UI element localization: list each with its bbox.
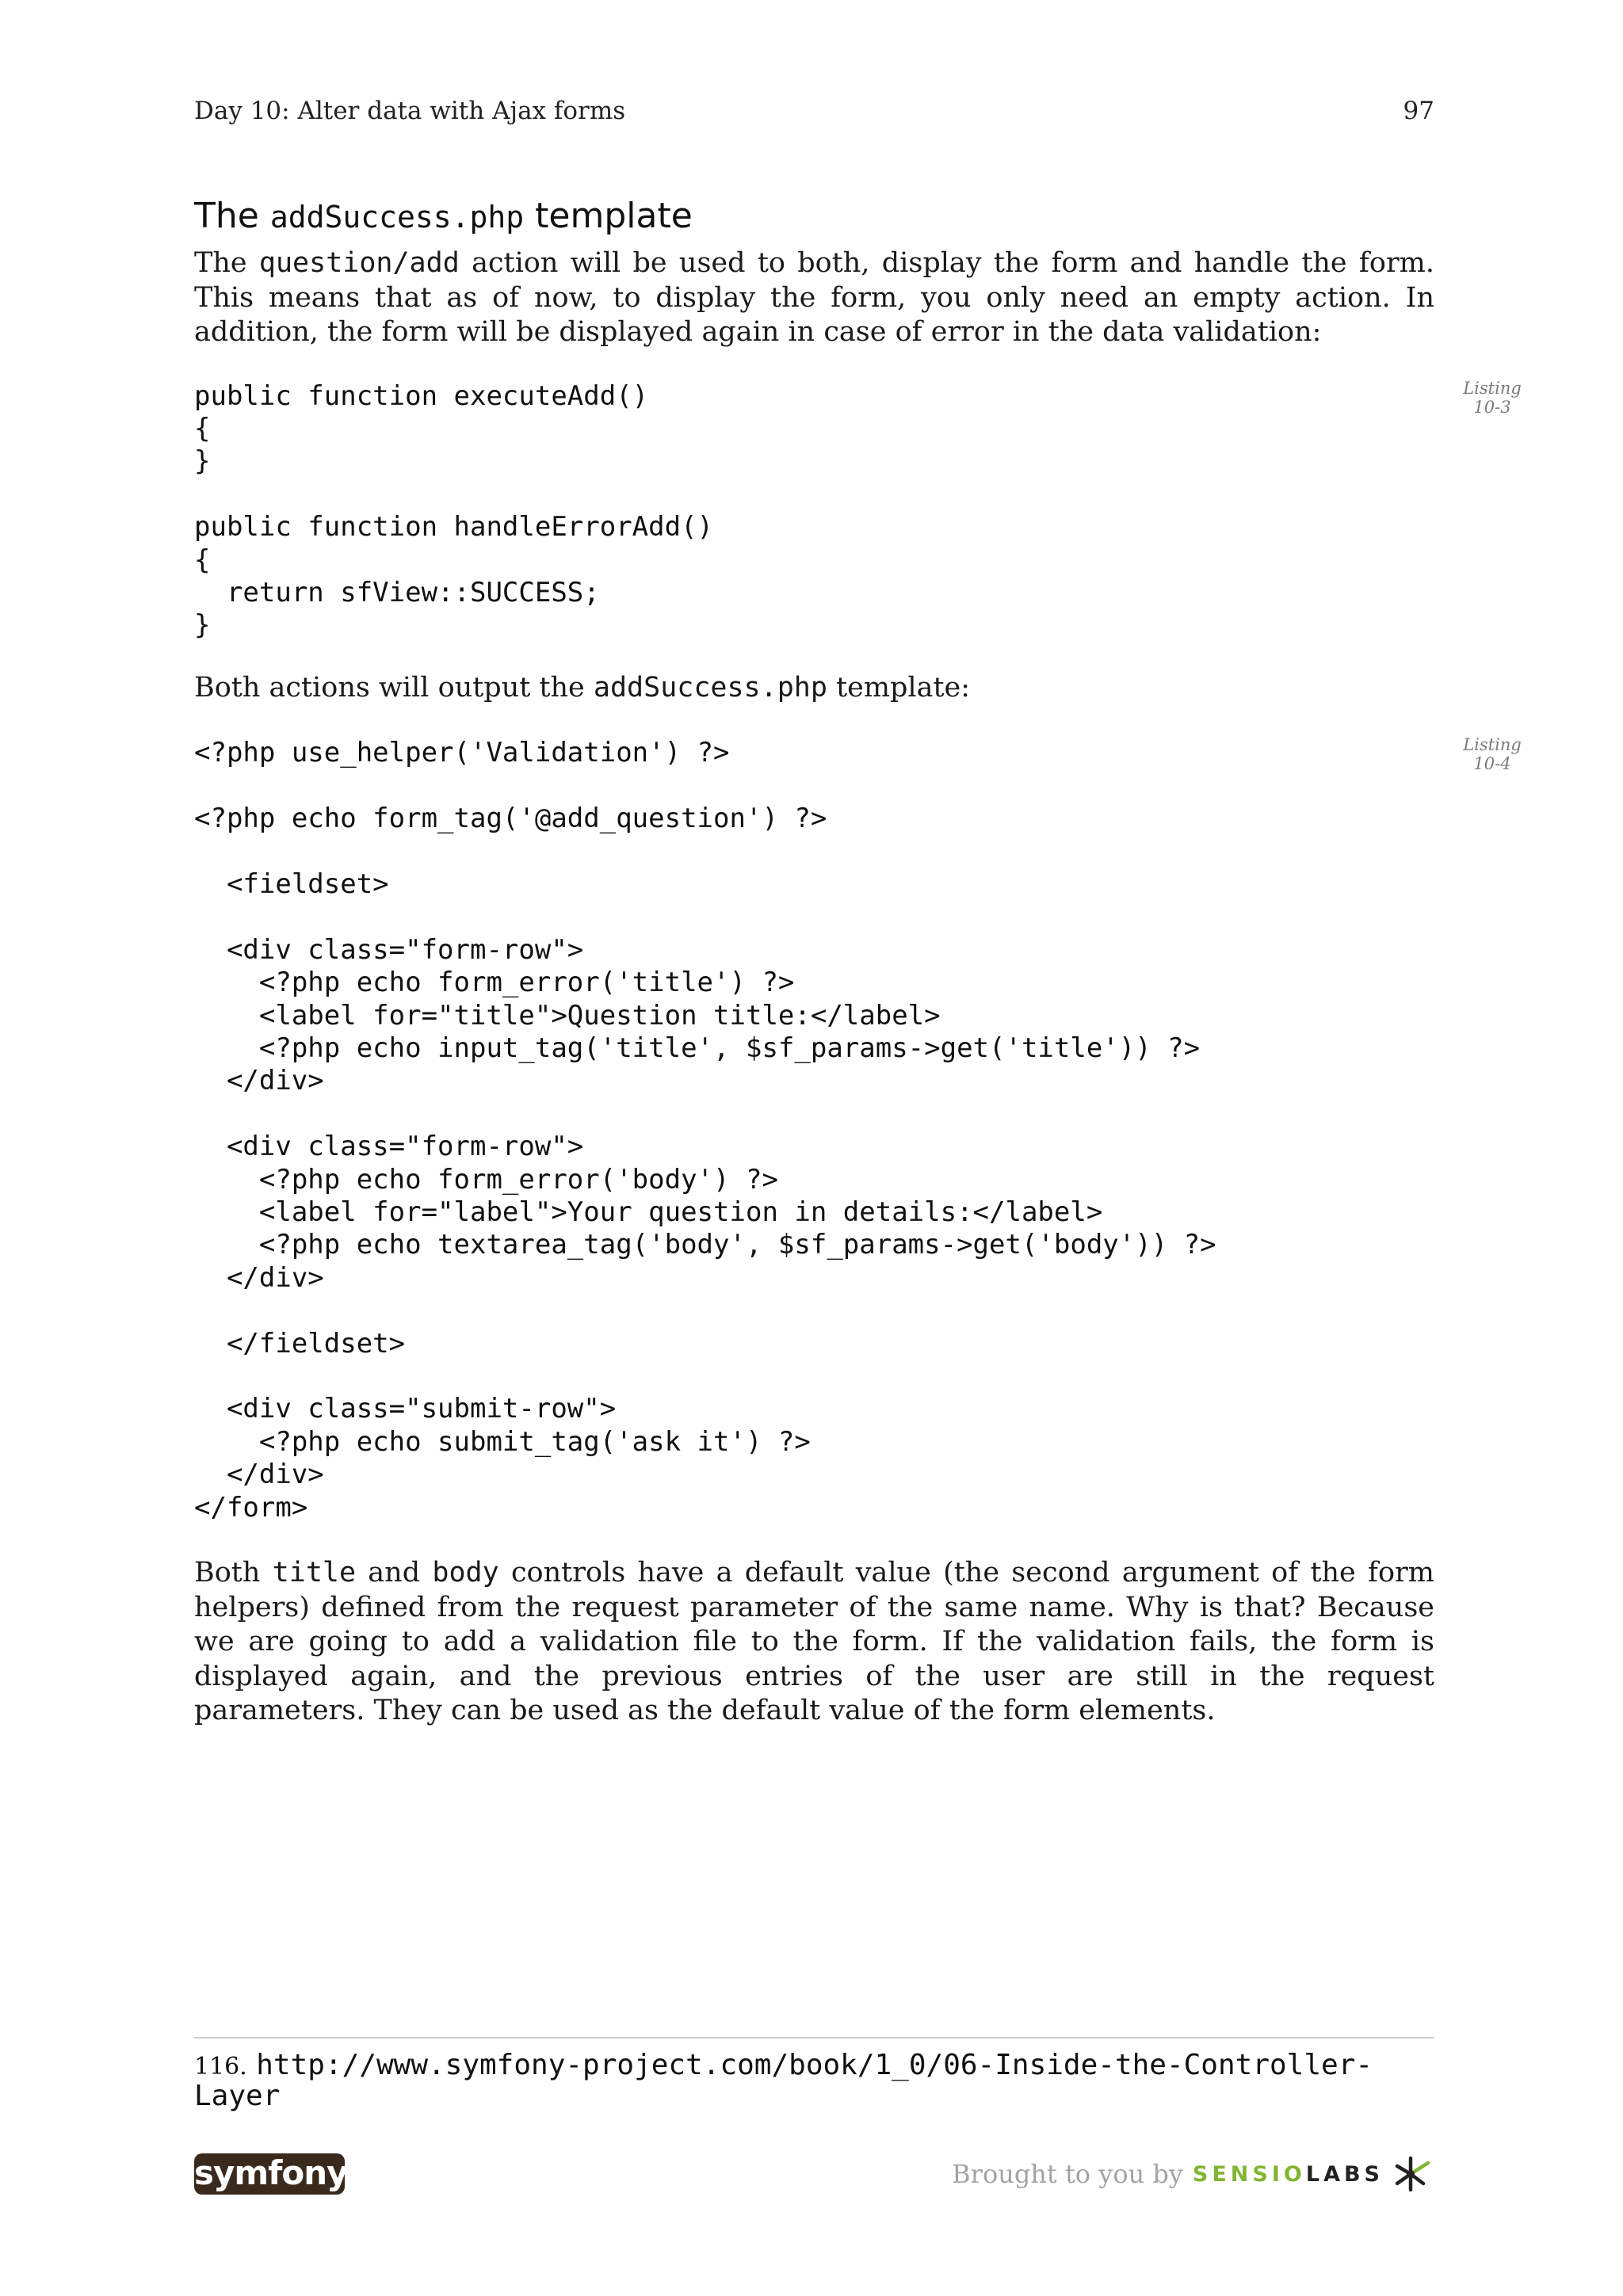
listing-label <box>1445 379 1540 417</box>
listing-10-3 <box>194 378 1522 643</box>
page-number: 97 <box>1403 97 1434 125</box>
sensiolabs-wordmark <box>1193 2162 1384 2187</box>
footnote-divider <box>194 2037 1434 2039</box>
brand-labs: LABS <box>1305 2161 1384 2187</box>
code-block: <?php use_helper('Validation') ?> <?php echo form_tag('@add_question') ?> <fieldset> <div class="form-row"> <?php echo form_error('title') ?> <label for="title">Question title:</label> <?php echo input_tag('title', $sf_params->get('title')) ?> </div> <div class="form-row"> <?php echo form_error('body') ?> <label for="label">Your question in details:</label> <?php echo textarea_tag('body', $sf_params->get('body')) ?> </div> </fieldset> <div class="submit-row"> <?php echo submit_tag('ask it') ?> </div> </form> <box>194 737 1216 1524</box>
inline-code-body: body <box>432 1557 499 1589</box>
intro-text-start: The <box>194 247 247 279</box>
chapter-title: Day 10: Alter data with Ajax forms <box>194 97 626 125</box>
listing-10-4 <box>194 735 1522 1524</box>
listing-label-word: Listing <box>1463 378 1522 398</box>
running-header <box>194 97 1434 128</box>
section-title-prefix: The <box>194 196 259 236</box>
sensiolabs-credit <box>952 2152 1434 2196</box>
intro-text-rest: action will be used to both, display the form and handle the form. This means that as of now, to display the form, you only need an empty action. In addition, the form will be displayed again in case of error in the data validation: <box>194 247 1434 348</box>
section-title-code: addSuccess.php <box>269 200 525 235</box>
main-content <box>194 189 1522 1729</box>
brand-sensio: SENSIO <box>1192 2161 1306 2187</box>
footnote-number: 116. <box>194 2053 247 2081</box>
both-actions-paragraph <box>194 671 1434 706</box>
controls-paragraph <box>194 1556 1434 1729</box>
inline-code-question-add: question/add <box>258 247 460 279</box>
controls-text-3: controls have a default value (the second argument of the form helpers) defined from the request parameter of the same name. Why is that? Because we are going to add a validation file to the form. If the validation fails, the form is displayed again, and the previous entries of the user are still in the request parameters. They can be used as the default value of the form elements. <box>194 1557 1434 1726</box>
both-actions-text: Both actions will output the <box>194 671 585 704</box>
listing-label <box>1445 735 1540 773</box>
section-title-suffix: template <box>535 196 693 236</box>
inline-code-title: title <box>272 1557 357 1589</box>
listing-label-word: Listing <box>1463 735 1522 755</box>
controls-text-1: Both <box>194 1557 261 1589</box>
brought-to-you-text: Brought to you by <box>952 2159 1183 2189</box>
footnote-url[interactable]: http://www.symfony-project.com/book/1_0/06-Inside-the-Controller-Layer <box>194 2049 1373 2112</box>
sensiolabs-asterisk-icon <box>1393 2153 1434 2195</box>
controls-text-2: and <box>368 1557 421 1589</box>
footnote-116 <box>194 2050 1434 2111</box>
both-actions-text-end: template: <box>836 671 971 704</box>
inline-code-addsuccess: addSuccess.php <box>593 671 827 704</box>
listing-label-number: 10-3 <box>1473 397 1511 417</box>
listing-label-number: 10-4 <box>1473 754 1511 774</box>
section-title <box>194 189 1434 245</box>
intro-paragraph <box>194 246 1434 350</box>
symfony-logo: symfony <box>194 2153 345 2195</box>
code-block: public function executeAdd() { } public function handleErrorAdd() { return sfView::SUCCESS; } <box>194 379 714 642</box>
